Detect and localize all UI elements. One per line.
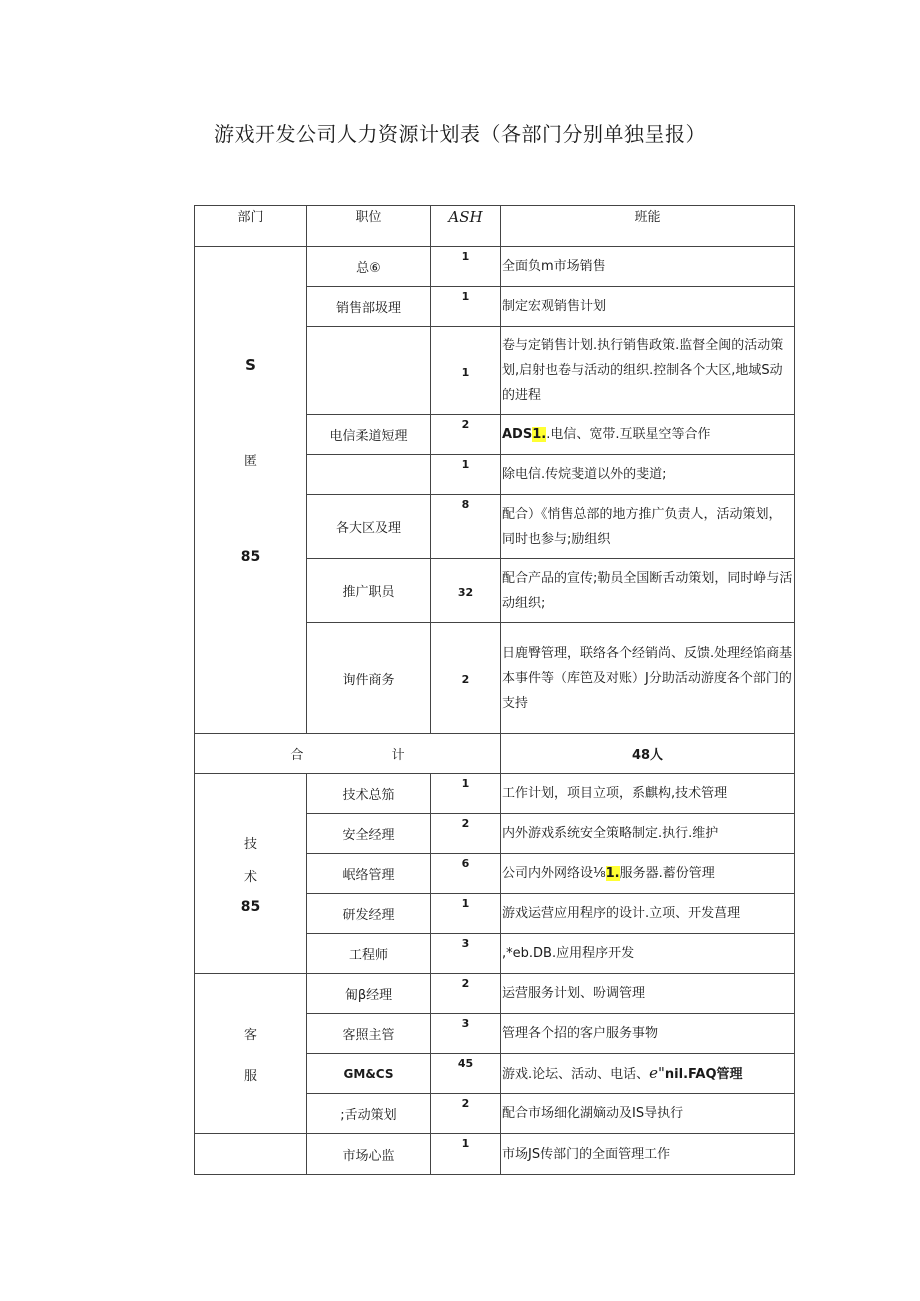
count-cell: 45 <box>431 1054 501 1094</box>
duty-text: 游戏.论坛、活动、电话、 <box>502 1066 650 1082</box>
duty-cell: 日鹿臀管理，联络各个经销尚、反馈.处理经馅商基本事件等（库笆及对账）J分助活动游度各个部门的支持 <box>501 623 795 734</box>
total-label: 合 <box>290 748 304 763</box>
dept-label: 术 <box>243 869 257 885</box>
duty-text: 公司内外网络设⅛ <box>502 866 606 881</box>
duty-cell: 管理各个招的客户服务事物 <box>501 1014 795 1054</box>
table-row <box>195 974 795 1014</box>
table-header-row <box>195 206 795 247</box>
hr-plan-table <box>194 205 795 1175</box>
position-cell <box>307 455 431 495</box>
count-cell: 2 <box>431 814 501 854</box>
count-cell: 1 <box>431 1134 501 1175</box>
count-cell: 3 <box>431 934 501 974</box>
duty-cell: 市场JS传部门的全面管理工作 <box>501 1134 795 1175</box>
position-cell: 岷络管理 <box>307 854 431 894</box>
header-count: ASH <box>431 206 501 247</box>
count-cell: 2 <box>431 415 501 455</box>
duty-cell: 配合产品的宣传;勒员全国断舌动策划，同时峥与活动组织; <box>501 559 795 623</box>
total-row <box>195 734 795 774</box>
duty-cell: 配合）《悄售总部的地方推广负责人，活动策划，同时也参与;励组织 <box>501 495 795 559</box>
duty-text: e" <box>649 1063 665 1082</box>
dept-cell-service <box>195 974 307 1134</box>
count-cell: 1 <box>431 894 501 934</box>
position-cell: 技术总笳 <box>307 774 431 814</box>
count-cell: 32 <box>431 559 501 623</box>
dept-label: 85 <box>240 898 261 915</box>
count-cell: 8 <box>431 495 501 559</box>
dept-label: 85 <box>240 548 261 565</box>
dept-label: 客 <box>243 1027 257 1043</box>
position-cell: 总⑥ <box>307 247 431 287</box>
dept-cell-empty <box>195 1134 307 1175</box>
dept-cell-sales <box>195 247 307 734</box>
count-cell: 1 <box>431 287 501 327</box>
position-cell: 安全经理 <box>307 814 431 854</box>
table-row <box>195 774 795 814</box>
count-cell: 1 <box>431 247 501 287</box>
highlight-mark: 1. <box>605 866 620 881</box>
position-cell: 推广职员 <box>307 559 431 623</box>
position-cell: 客照主管 <box>307 1014 431 1054</box>
duty-cell: 除电信.传烷斐道以外的斐道; <box>501 455 795 495</box>
duty-cell: 内外游戏系统安全策略制定.执行.维护 <box>501 814 795 854</box>
position-cell: ;舌动策划 <box>307 1094 431 1134</box>
dept-label: 匿 <box>243 453 257 469</box>
page-title: 游戏开发公司人力资源计划表（各部门分别单独呈报） <box>214 122 706 146</box>
header-dept: 部门 <box>195 206 307 247</box>
dept-label: S <box>245 355 256 374</box>
duty-cell: 全面负m市场销售 <box>501 247 795 287</box>
count-cell: 1 <box>431 327 501 415</box>
header-position: 职位 <box>307 206 431 247</box>
table-row <box>195 1134 795 1175</box>
duty-text: .电信、宽带.互联星空等合作 <box>546 427 711 442</box>
position-cell: 匍β经理 <box>307 974 431 1014</box>
position-cell: 市场心监 <box>307 1134 431 1175</box>
count-cell: 2 <box>431 1094 501 1134</box>
count-cell: 3 <box>431 1014 501 1054</box>
header-duty: 班能 <box>501 206 795 247</box>
position-cell: 询件商务 <box>307 623 431 734</box>
position-cell: 销售部圾理 <box>307 287 431 327</box>
total-label-cell <box>195 734 501 774</box>
position-cell: 工程师 <box>307 934 431 974</box>
count-cell: 1 <box>431 455 501 495</box>
duty-cell: ,*eb.DB.应用程序开发 <box>501 934 795 974</box>
dept-cell-tech <box>195 774 307 974</box>
count-cell: 2 <box>431 974 501 1014</box>
duty-cell: 游戏运营应用程序的设计.立项、开发菖理 <box>501 894 795 934</box>
duty-text: ADS <box>502 427 533 442</box>
dept-label: 技 <box>243 836 257 852</box>
highlight-mark: 1. <box>532 427 547 442</box>
duty-cell: 工作计划，项目立项，系麒构,技术管理 <box>501 774 795 814</box>
count-cell: 6 <box>431 854 501 894</box>
duty-cell: 配合市场细化湖嫡动及IS导执行 <box>501 1094 795 1134</box>
duty-cell: 卷与定销售计划.执行销售政策.监督全闽的活动策划,启射也卷与活动的组织.控制各个大区,地域S动的进程 <box>501 327 795 415</box>
duty-cell: 制定宏观销售计划 <box>501 287 795 327</box>
count-cell: 1 <box>431 774 501 814</box>
position-cell: GM&CS <box>307 1054 431 1094</box>
duty-cell <box>501 1054 795 1094</box>
total-label: 计 <box>391 748 405 763</box>
duty-cell <box>501 854 795 894</box>
position-cell <box>307 327 431 415</box>
duty-text: 服务器.蓄份管理 <box>619 866 715 881</box>
position-cell: 研发经理 <box>307 894 431 934</box>
duty-cell <box>501 415 795 455</box>
position-cell: 电信柔道短理 <box>307 415 431 455</box>
table-row <box>195 247 795 287</box>
count-cell: 2 <box>431 623 501 734</box>
duty-cell: 运营服务计划、吩调管理 <box>501 974 795 1014</box>
position-cell: 各大区及理 <box>307 495 431 559</box>
total-value: 48人 <box>501 734 795 774</box>
dept-label: 服 <box>243 1068 257 1084</box>
duty-text: nil.FAQ管理 <box>664 1066 743 1082</box>
